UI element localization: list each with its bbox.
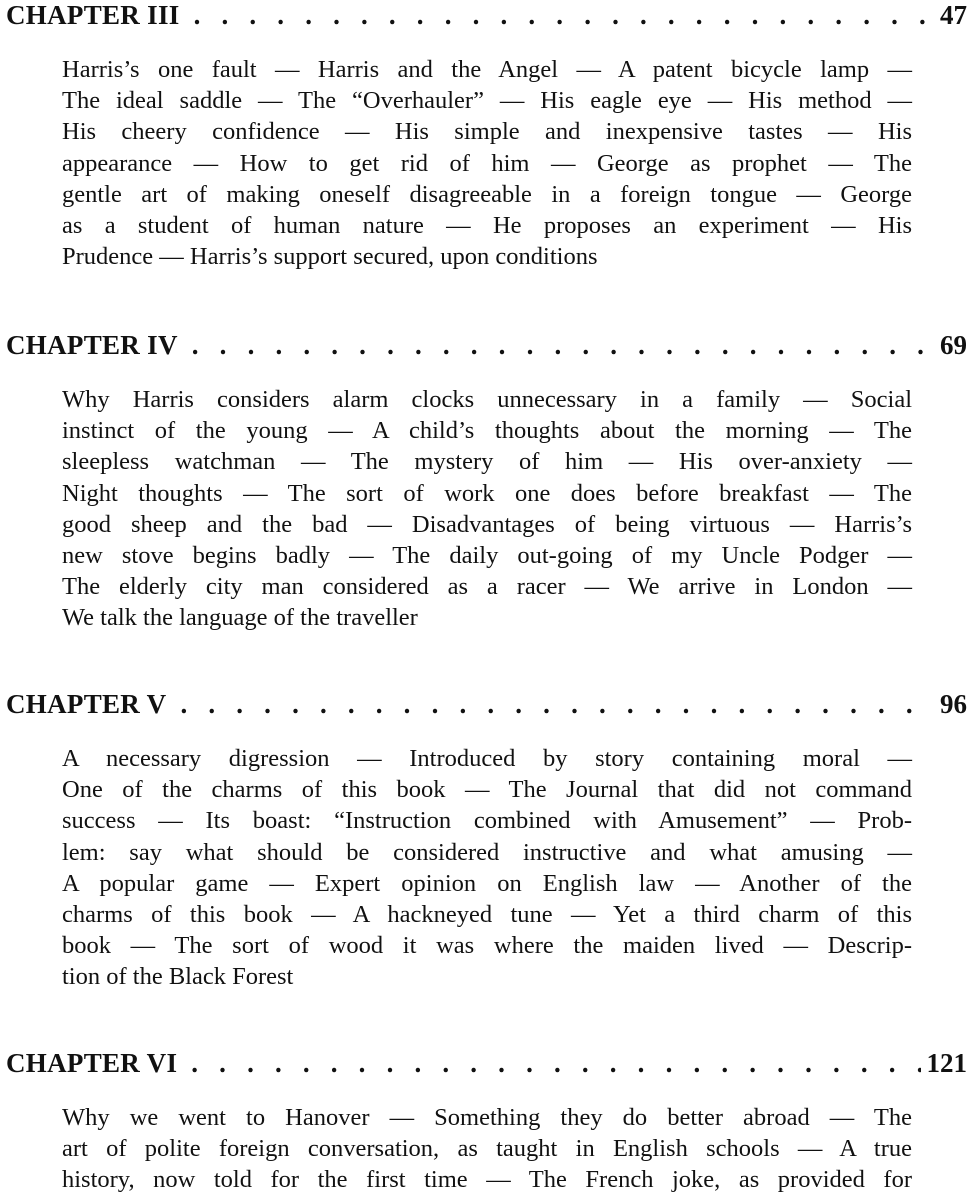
dot-leader [180,689,934,720]
synopsis-line: history, now told for the first time — The French joke, as provided for [62,1166,912,1194]
chapter-synopsis [62,743,912,993]
synopsis-line: new stove begins badly — The daily out-going of my Uncle Podger — [62,541,912,569]
synopsis-line: A popular game — Expert opinion on English law — Another of the [62,869,912,897]
synopsis-line: The ideal saddle — The “Overhauler” — His eagle eye — His method — [62,87,912,115]
synopsis-line: tion of the Black Forest [62,963,294,991]
chapter-heading [0,0,975,34]
chapter-entry-3 [0,0,975,272]
chapter-page-number: 69 [940,330,967,360]
chapter-title: CHAPTER VI [6,1048,178,1078]
chapter-synopsis [62,54,912,272]
chapter-heading [0,330,975,364]
synopsis-line: One of the charms of this book — The Journal that did not command [62,776,912,804]
synopsis-line: sleepless watchman — The mystery of him — His over-anxiety — [62,448,912,476]
synopsis-line: Prudence — Harris’s support secured, upon conditions [62,243,598,271]
synopsis-line: lem: say what should be considered instructive and what amusing — [62,838,912,866]
chapter-synopsis [62,1102,912,1196]
chapter-entry-6 [0,1048,975,1196]
synopsis-line: Why Harris considers alarm clocks unnecessary in a family — Social [62,386,912,413]
chapter-entry-4 [0,330,975,634]
synopsis-line: gentle art of making oneself disagreeable in a foreign tongue — George [62,180,912,208]
chapter-page-number: 96 [940,689,967,719]
synopsis-line: The elderly city man considered as a racer — We arrive in London — [62,573,912,601]
chapter-synopsis [62,384,912,634]
synopsis-line: His cheery confidence — His simple and inexpensive tastes — His [62,118,912,146]
synopsis-line: Why we went to Hanover — Something they do better abroad — The [62,1104,912,1131]
chapter-title: CHAPTER V [6,689,167,719]
synopsis-line: Night thoughts — The sort of work one does before breakfast — The [62,479,912,507]
synopsis-line: charms of this book — A hackneyed tune — Yet a third charm of this [62,900,912,928]
dot-leader [191,1048,920,1079]
synopsis-line: We talk the language of the traveller [62,604,418,632]
synopsis-line: appearance — How to get rid of him — George as prophet — The [62,149,912,177]
synopsis-line: as a student of human nature — He proposes an experiment — His [62,211,912,239]
chapter-title: CHAPTER III [6,0,180,30]
chapter-page-number: 47 [940,0,967,30]
synopsis-line: book — The sort of wood it was where the maiden lived — Descrip- [62,932,912,960]
chapter-page-number: 121 [926,1048,967,1078]
synopsis-line: success — Its boast: “Instruction combined with Amusement” — Prob- [62,807,912,835]
chapter-entry-5 [0,689,975,993]
dot-leader [194,0,934,31]
chapter-title: CHAPTER IV [6,330,178,360]
dot-leader [192,330,934,361]
synopsis-line: art of polite foreign conversation, as taught in English schools — A true [62,1135,912,1163]
synopsis-line: instinct of the young — A child’s thoughts about the morning — The [62,417,912,445]
synopsis-line: Harris’s one fault — Harris and the Angel — A patent bicycle lamp — [62,56,912,83]
chapter-heading [0,689,975,723]
synopsis-line: A necessary digression — Introduced by story containing moral — [62,745,912,772]
synopsis-line: good sheep and the bad — Disadvantages of being virtuous — Harris’s [62,510,912,538]
chapter-heading [0,1048,975,1082]
